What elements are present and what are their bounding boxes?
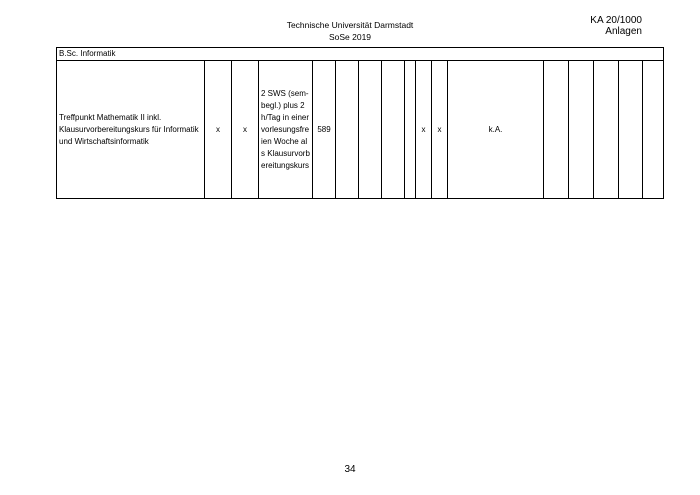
empty-cell [544,61,569,199]
document-reference [590,15,642,37]
empty-cell [619,61,643,199]
remark-cell: k.A. [448,61,544,199]
empty-cell [382,61,405,199]
section-row [57,48,664,61]
empty-cell [643,61,664,199]
doc-id: KA 20/1000 [590,15,642,26]
mark-cell: x [232,61,259,199]
count-cell: 589 [313,61,336,199]
empty-cell [359,61,382,199]
doc-section: Anlagen [605,26,642,37]
semester-label: SoSe 2019 [328,32,372,42]
mark-cell: x [432,61,448,199]
course-title-cell: Treffpunkt Mathematik II inkl. Klausurvorbereitungskurs für Informatik und Wirtschaftsinformatik [57,61,205,199]
institution-name: Technische Universität Darmstadt [286,20,414,30]
empty-cell [336,61,359,199]
empty-cell [594,61,619,199]
section-label: B.Sc. Informatik [57,48,664,61]
mark-cell: x [416,61,432,199]
empty-cell [569,61,594,199]
scope-cell: 2 SWS (sem-begl.) plus 2h/Tag in einer vorlesungsfreien Woche als Klausurvorbereitungskurs [259,61,313,199]
page-number: 34 [344,464,356,475]
table-row [57,61,664,199]
course-table [56,47,664,199]
mark-cell: x [205,61,232,199]
empty-cell [405,61,416,199]
